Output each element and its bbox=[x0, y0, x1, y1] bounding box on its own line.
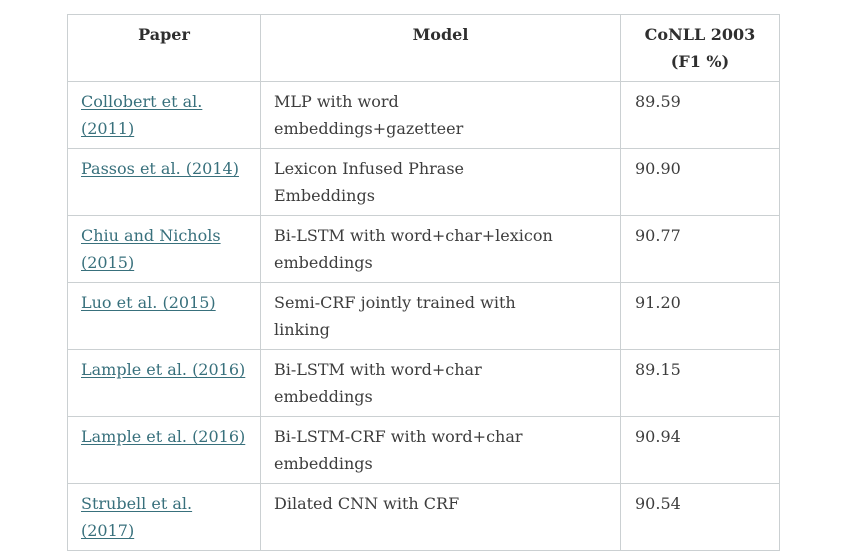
score-cell: 90.77 bbox=[621, 216, 780, 283]
results-table-container bbox=[67, 14, 780, 551]
model-cell: Bi-LSTM with word+char embeddings bbox=[261, 350, 621, 417]
paper-cell bbox=[68, 484, 261, 551]
score-cell: 90.54 bbox=[621, 484, 780, 551]
paper-citation-link[interactable]: Strubell et al. (2017) bbox=[81, 494, 193, 540]
score-cell: 89.15 bbox=[621, 350, 780, 417]
paper-cell bbox=[68, 149, 261, 216]
table-row bbox=[68, 216, 780, 283]
paper-cell bbox=[68, 283, 261, 350]
model-cell: MLP with word embeddings+gazetteer bbox=[261, 82, 621, 149]
table-row bbox=[68, 350, 780, 417]
score-cell: 90.94 bbox=[621, 417, 780, 484]
column-header-conll-f1: CoNLL 2003 (F1 %) bbox=[621, 15, 780, 82]
paper-citation-link[interactable]: Collobert et al. (2011) bbox=[81, 92, 203, 138]
paper-citation-link[interactable]: Luo et al. (2015) bbox=[81, 293, 216, 312]
table-row bbox=[68, 82, 780, 149]
paper-citation-link[interactable]: Lample et al. (2016) bbox=[81, 427, 246, 446]
paper-citation-link[interactable]: Lample et al. (2016) bbox=[81, 360, 246, 379]
table-body bbox=[68, 82, 780, 551]
score-cell: 90.90 bbox=[621, 149, 780, 216]
ner-benchmark-table bbox=[67, 14, 780, 551]
table-header bbox=[68, 15, 780, 82]
paper-cell bbox=[68, 82, 261, 149]
table-row bbox=[68, 484, 780, 551]
model-cell: Dilated CNN with CRF bbox=[261, 484, 621, 551]
header-row bbox=[68, 15, 780, 82]
model-cell: Semi-CRF jointly trained with linking bbox=[261, 283, 621, 350]
column-header-model: Model bbox=[261, 15, 621, 82]
paper-citation-link[interactable]: Passos et al. (2014) bbox=[81, 159, 239, 178]
score-cell: 89.59 bbox=[621, 82, 780, 149]
table-row bbox=[68, 149, 780, 216]
model-cell: Bi-LSTM with word+char+lexicon embeddings bbox=[261, 216, 621, 283]
paper-cell bbox=[68, 216, 261, 283]
column-header-paper: Paper bbox=[68, 15, 261, 82]
score-cell: 91.20 bbox=[621, 283, 780, 350]
model-cell: Bi-LSTM-CRF with word+char embeddings bbox=[261, 417, 621, 484]
table-row bbox=[68, 283, 780, 350]
paper-cell bbox=[68, 417, 261, 484]
table-row bbox=[68, 417, 780, 484]
paper-cell bbox=[68, 350, 261, 417]
paper-citation-link[interactable]: Chiu and Nichols (2015) bbox=[81, 226, 221, 272]
model-cell: Lexicon Infused Phrase Embeddings bbox=[261, 149, 621, 216]
